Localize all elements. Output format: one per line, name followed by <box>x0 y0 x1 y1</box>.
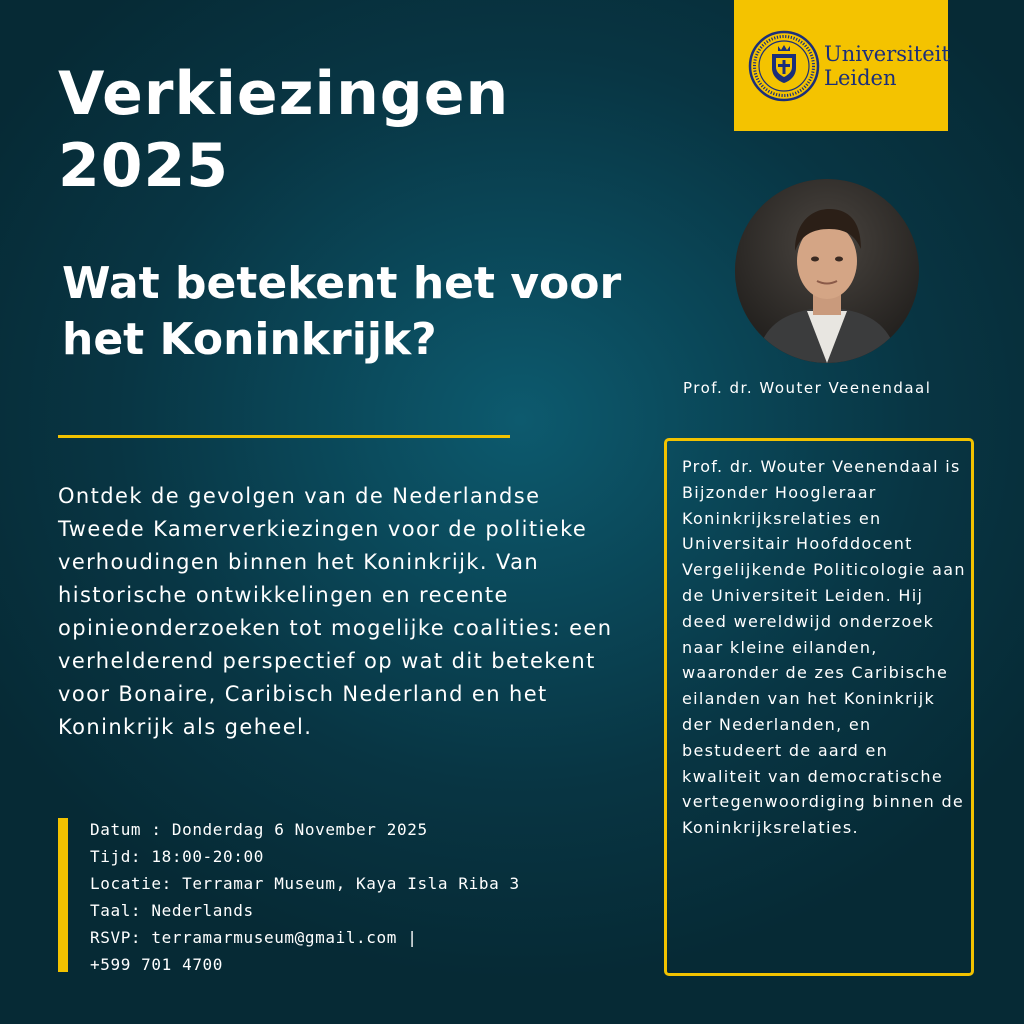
detail-time: Tijd: 18:00-20:00 <box>90 847 264 866</box>
logo-line-2: Leiden <box>824 66 897 90</box>
details-accent-bar <box>58 818 68 972</box>
detail-rsvp-email: RSVP: terramarmuseum@gmail.com | <box>90 928 418 947</box>
event-subtitle: Wat betekent het voor het Koninkrijk? <box>62 258 622 365</box>
detail-language: Taal: Nederlands <box>90 901 254 920</box>
university-seal-icon <box>748 30 820 102</box>
detail-location: Locatie: Terramar Museum, Kaya Isla Riba 3 <box>90 874 520 893</box>
university-logo <box>734 0 948 131</box>
speaker-photo <box>735 179 919 363</box>
university-name <box>824 42 950 90</box>
event-title: Verkiezingen 2025 <box>58 59 510 201</box>
speaker-portrait-icon <box>735 179 919 363</box>
event-description: Ontdek de gevolgen van de Nederlandse Tweede Kamerverkiezingen voor de politieke verhoudingen binnen het Koninkrijk. Van historische ontwikkelingen en recente opinieonderzoeken tot mogelijke coalities: een verhelderend perspectief op wat dit betekent voor Bonaire, Caribisch Nederland en het Koninkrijk als geheel. <box>58 484 613 739</box>
speaker-bio: Prof. dr. Wouter Veenendaal is Bijzonder Hoogleraar Koninkrijksrelaties en Universitair Hoofddocent Vergelijkende Politicologie aan de Universiteit Leiden. Hij deed wereldwijd onderzoek naar kleine eilanden, waaronder de zes Caribische eilanden van het Koninkrijk der Nederlanden, en bestudeert de aard en kwaliteit van democratische vertegenwoordiging binnen de Koninkrijksrelaties. <box>682 457 966 838</box>
detail-date: Datum : Donderdag 6 November 2025 <box>90 820 428 839</box>
speaker-caption: Prof. dr. Wouter Veenendaal <box>683 379 932 397</box>
event-details <box>90 816 530 978</box>
yellow-divider <box>58 435 510 438</box>
logo-line-1: Universiteit <box>824 42 950 66</box>
detail-rsvp-phone: +599 701 4700 <box>90 955 224 974</box>
